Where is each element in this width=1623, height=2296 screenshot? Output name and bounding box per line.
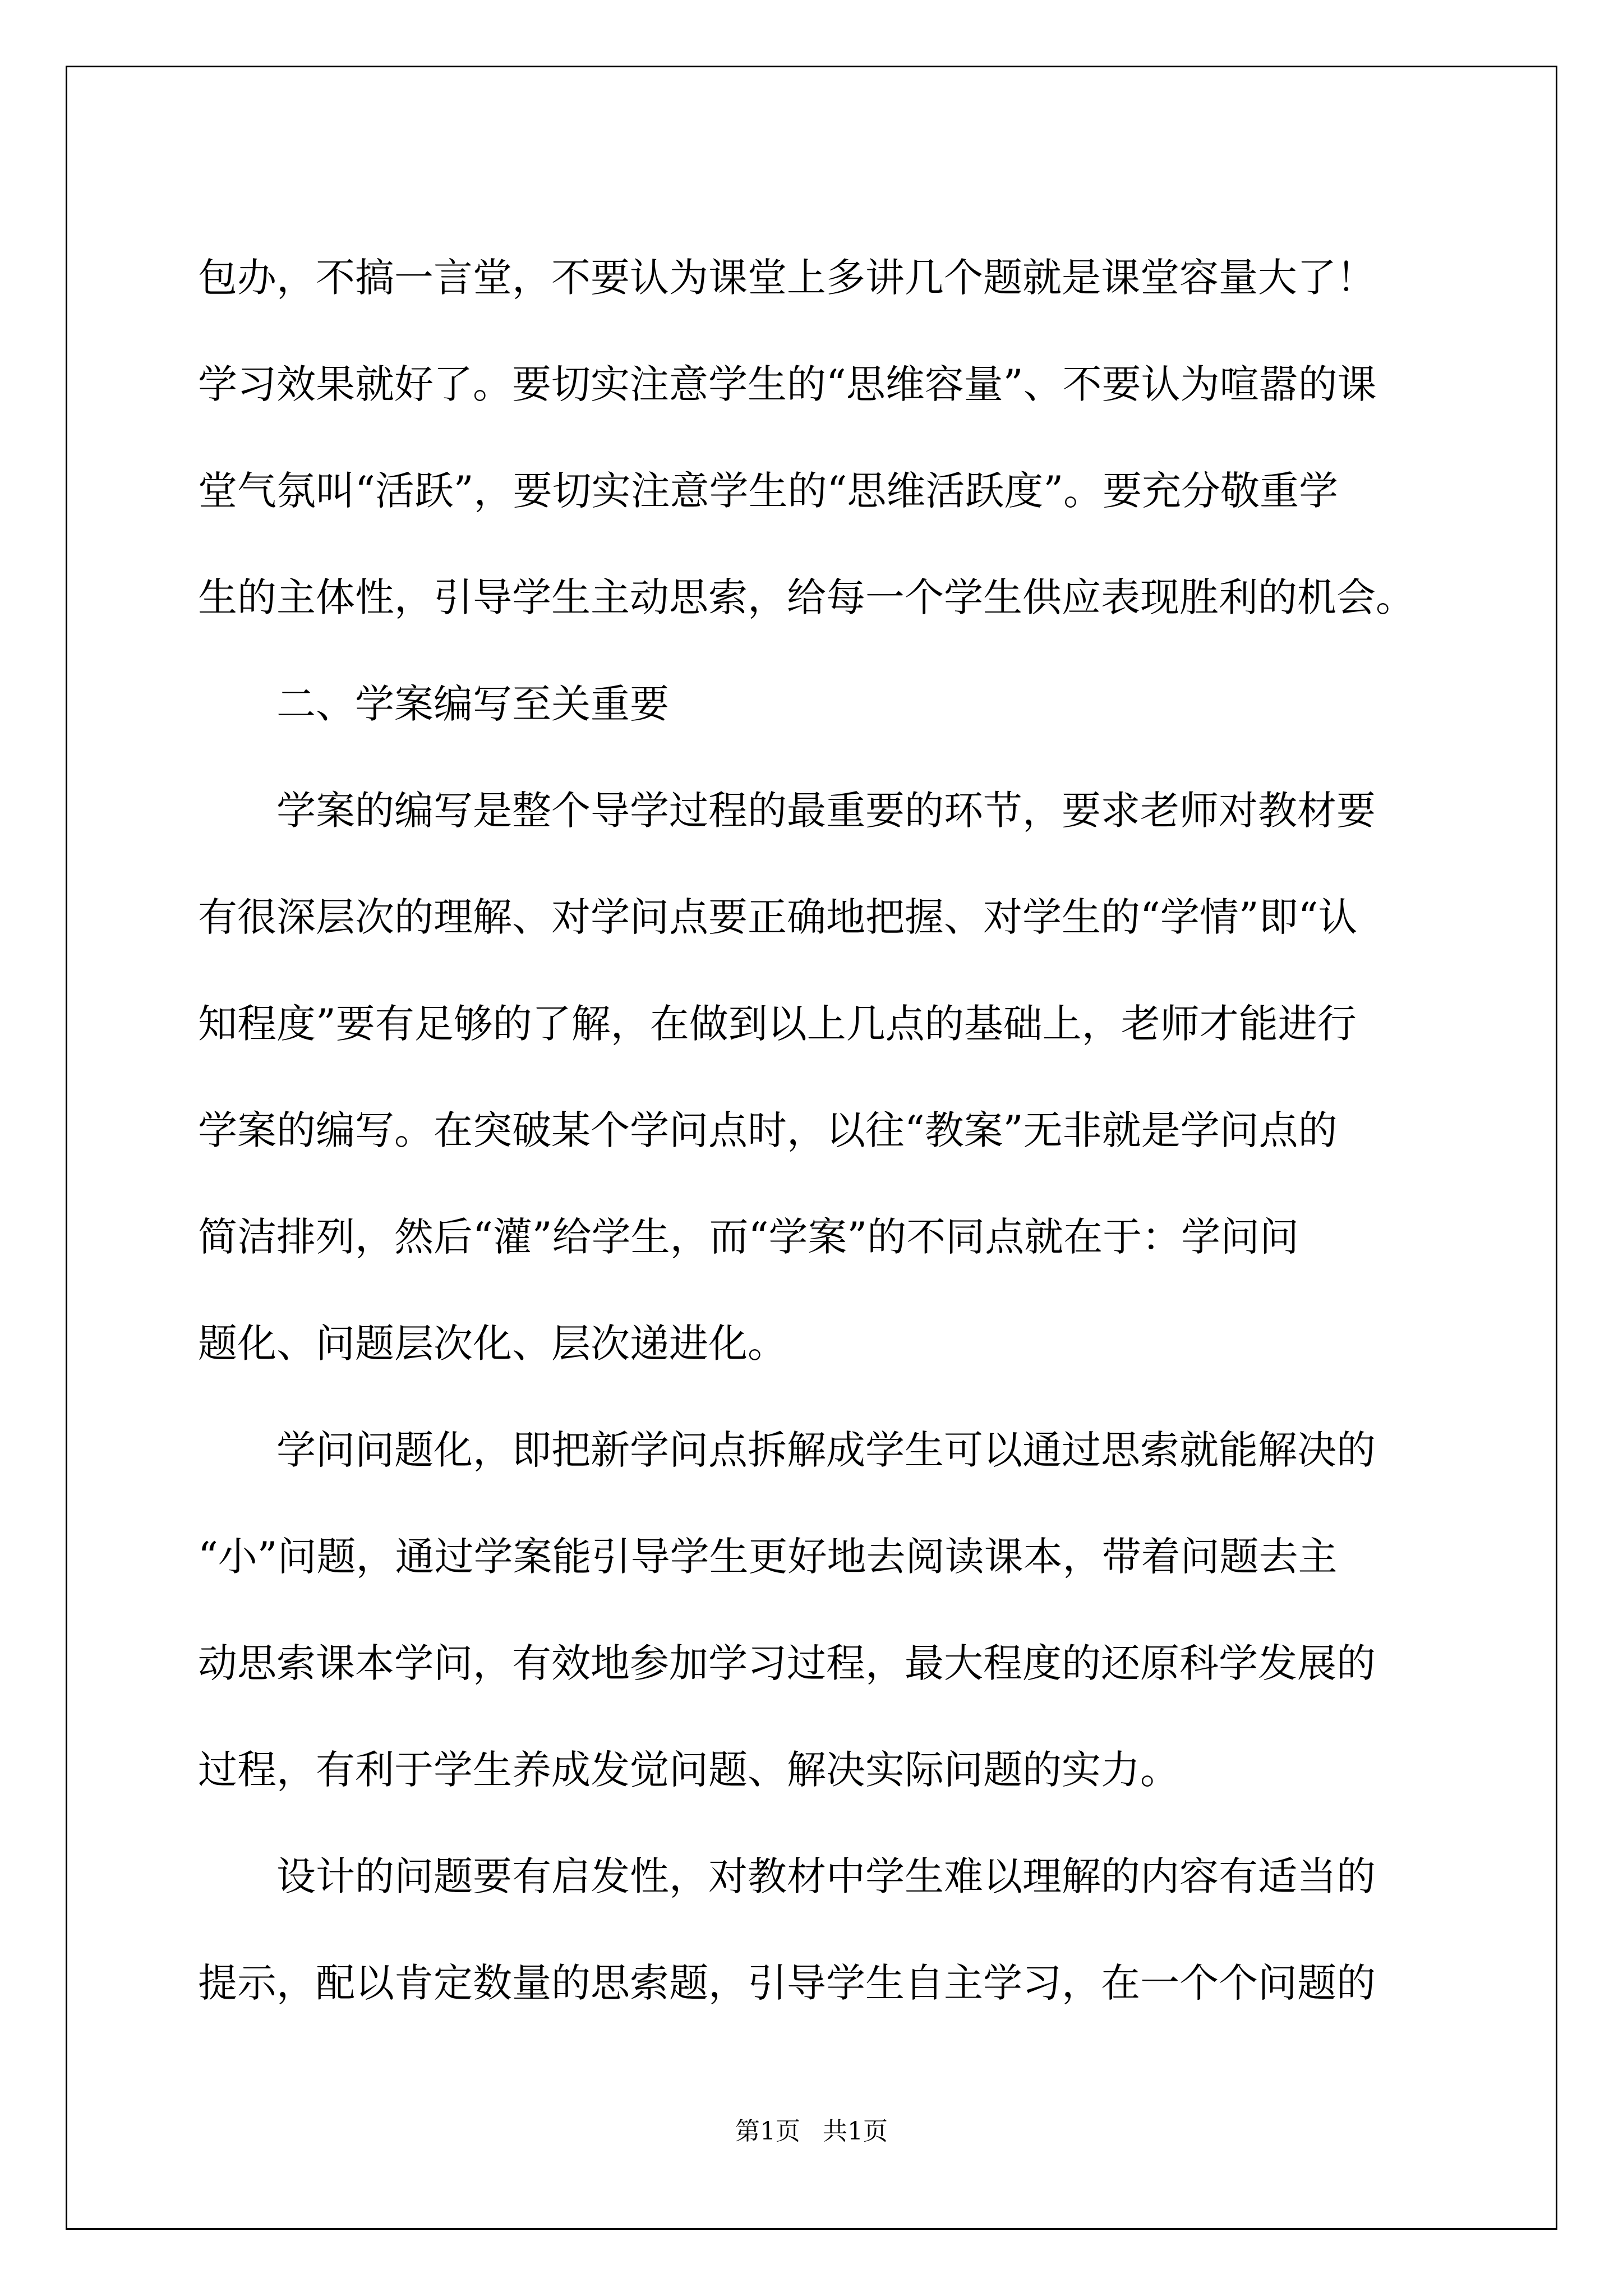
text-line: 动思索课本学问，有效地参加学习过程，最大程度的还原科学发展的 (198, 1640, 1376, 1686)
text-line: 题化、问题层次化、层次递进化。 (198, 1320, 787, 1366)
text-line: 学案的编写。在突破某个学问点时，以往“教案”无非就是学问点的 (198, 1107, 1338, 1153)
section-heading: 二、学案编写至关重要 (276, 681, 669, 727)
text-line: 设计的问题要有启发性，对教材中学生难以理解的内容有适当的 (276, 1853, 1376, 1899)
page-footer (0, 2115, 1623, 2148)
text-line: 学习效果就好了。要切实注意学生的“思维容量”、不要认为喧嚣的课 (198, 361, 1377, 407)
page-total: 共1页 (823, 2117, 888, 2146)
document-body (198, 224, 1432, 2036)
page-number: 第1页 (735, 2117, 800, 2146)
text-line: 生的主体性，引导学生主动思索，给每一个学生供应表现胜利的机会。 (198, 574, 1415, 620)
text-line: 知程度”要有足够的了解，在做到以上几点的基础上，老师才能进行 (198, 1001, 1357, 1047)
text-line: 学问问题化，即把新学问点拆解成学生可以通过思索就能解决的 (276, 1427, 1376, 1473)
text-line: 过程，有利于学生养成发觉问题、解决实际问题的实力。 (198, 1747, 1179, 1793)
text-line: 简洁排列，然后“灌”给学生，而“学案”的不同点就在于：学问问 (198, 1214, 1299, 1260)
text-line: 有很深层次的理解、对学问点要正确地把握、对学生的“学情”即“认 (198, 894, 1358, 940)
text-line: 提示，配以肯定数量的思索题，引导学生自主学习，在一个个问题的 (198, 1960, 1376, 2006)
text-line: 学案的编写是整个导学过程的最重要的环节，要求老师对教材要 (276, 788, 1376, 834)
text-line: 堂气氛叫“活跃”，要切实注意学生的“思维活跃度”。要充分敬重学 (198, 468, 1339, 514)
text-line: “小”问题，通过学案能引导学生更好地去阅读课本，带着问题去主 (198, 1534, 1338, 1580)
text-line: 包办，不搞一言堂，不要认为课堂上多讲几个题就是课堂容量大了！ (198, 255, 1376, 301)
